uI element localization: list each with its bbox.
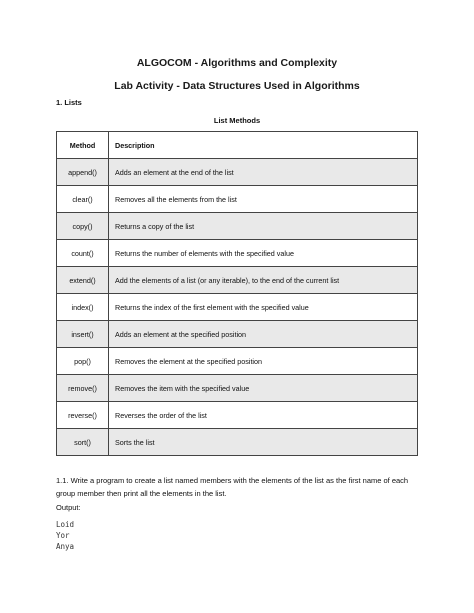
method-cell: insert() — [57, 321, 109, 348]
table-row — [57, 402, 418, 429]
table-row — [57, 186, 418, 213]
method-cell: extend() — [57, 267, 109, 294]
column-header-description: Description — [109, 132, 418, 159]
method-cell: sort() — [57, 429, 109, 456]
column-header-method: Method — [57, 132, 109, 159]
method-cell: remove() — [57, 375, 109, 402]
output-label: Output: — [56, 503, 81, 512]
table-row — [57, 294, 418, 321]
method-cell: count() — [57, 240, 109, 267]
output-line: Anya — [56, 542, 75, 551]
description-cell: Reverses the order of the list — [109, 402, 418, 429]
description-cell: Returns a copy of the list — [109, 213, 418, 240]
document-title: ALGOCOM - Algorithms and Complexity — [136, 57, 338, 69]
method-cell: pop() — [57, 348, 109, 375]
description-cell: Adds an element at the end of the list — [109, 159, 418, 186]
table-row — [57, 267, 418, 294]
description-cell: Removes the item with the specified value — [109, 375, 418, 402]
section-heading: 1. Lists — [56, 98, 82, 107]
table-body — [57, 159, 418, 456]
list-methods-table — [56, 131, 418, 456]
table-row — [57, 348, 418, 375]
description-cell: Adds an element at the specified position — [109, 321, 418, 348]
table-row — [57, 159, 418, 186]
output-line: Yor — [56, 531, 70, 540]
output-block — [56, 519, 74, 552]
description-cell: Add the elements of a list (or any iterable), to the end of the current list — [109, 267, 418, 294]
table-row — [57, 429, 418, 456]
method-cell: append() — [57, 159, 109, 186]
method-cell: copy() — [57, 213, 109, 240]
description-cell: Returns the index of the first element with the specified value — [109, 294, 418, 321]
method-cell: clear() — [57, 186, 109, 213]
method-cell: reverse() — [57, 402, 109, 429]
table-row — [57, 240, 418, 267]
description-cell: Returns the number of elements with the specified value — [109, 240, 418, 267]
description-cell: Removes all the elements from the list — [109, 186, 418, 213]
exercise-text: 1.1. Write a program to create a list named members with the elements of the list as the first name of each group member then print all the elements in the list. — [56, 476, 409, 498]
description-cell: Removes the element at the specified position — [109, 348, 418, 375]
document-subtitle: Lab Activity - Data Structures Used in Algorithms — [114, 80, 360, 92]
output-line: Loid — [56, 520, 75, 529]
table-row — [57, 213, 418, 240]
method-cell: index() — [57, 294, 109, 321]
table-row — [57, 321, 418, 348]
table-caption: List Methods — [213, 116, 261, 125]
table-row — [57, 375, 418, 402]
table-header-row — [57, 132, 418, 159]
description-cell: Sorts the list — [109, 429, 418, 456]
